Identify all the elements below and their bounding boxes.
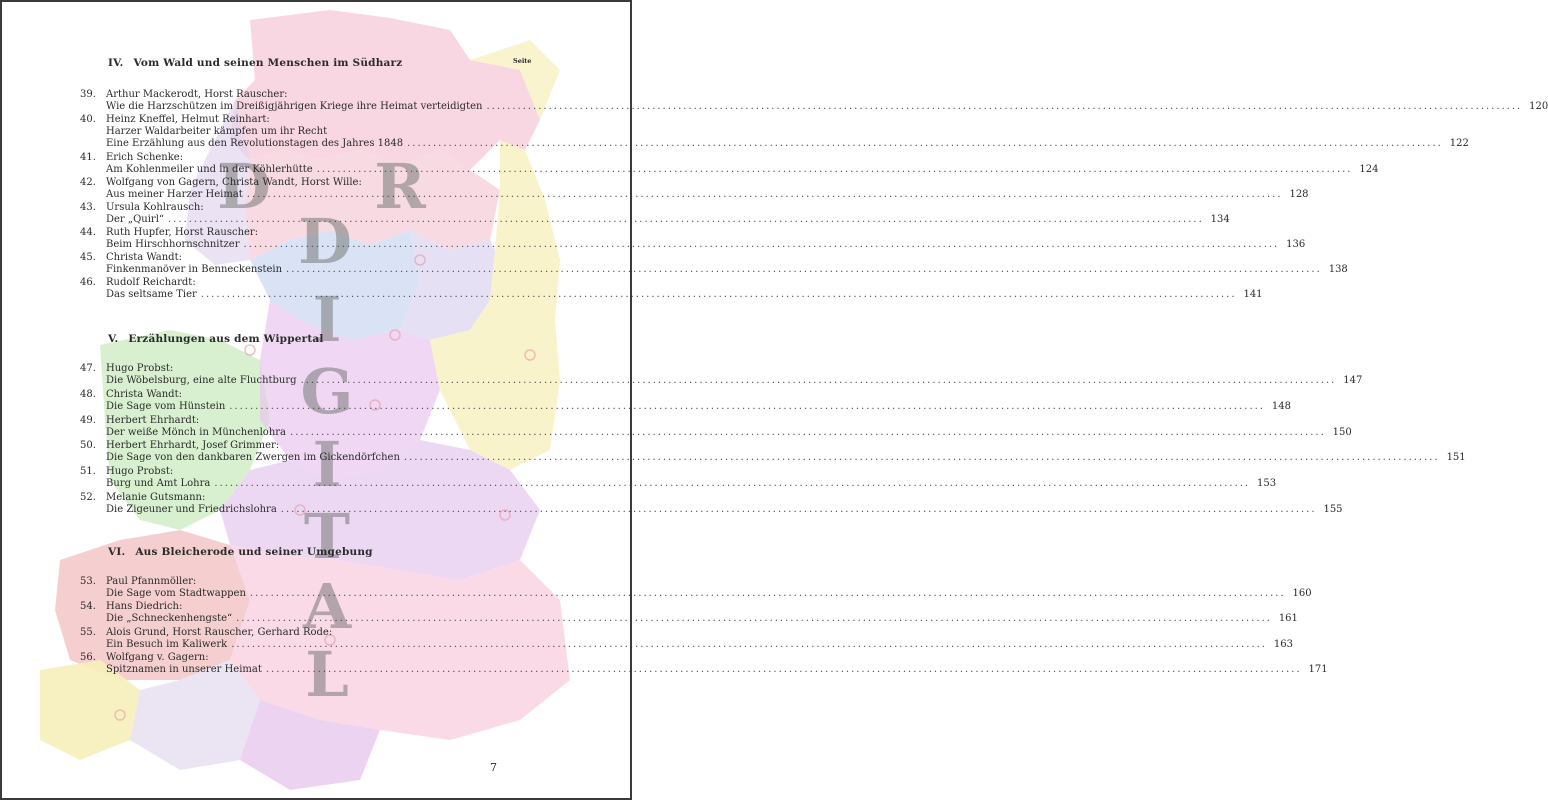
dot-leader: ........................................................................................................................................................................................................	[486, 101, 1523, 112]
dot-leader: ........................................................................................................................................................................................................	[286, 264, 1322, 275]
dot-leader: ........................................................................................................................................................................................................	[214, 478, 1251, 489]
watermark-letter: I	[312, 283, 342, 356]
entry-title: Die Zigeuner und Friedrichslohra	[106, 504, 277, 515]
dot-leader: ........................................................................................................................................................................................................	[316, 164, 1353, 175]
page-number: 7	[490, 761, 497, 774]
entry-number: 43.	[80, 202, 96, 213]
entry-title: Beim Hirschhornschnitzer	[106, 239, 240, 250]
entry-page-number: 147	[1343, 375, 1363, 386]
entry-page-number: 124	[1359, 164, 1379, 175]
entry-page-number: 136	[1286, 239, 1306, 250]
watermark-letter: R	[374, 150, 426, 223]
entry-number: 42.	[80, 177, 96, 188]
entry-title: Spitznamen in unserer Heimat	[106, 664, 262, 675]
entry-title: Aus meiner Harzer Heimat	[106, 189, 243, 200]
entry-page-number: 151	[1446, 452, 1466, 463]
entry-author: Arthur Mackerodt, Horst Rauscher:	[106, 89, 288, 100]
entry-page-number: 161	[1278, 613, 1298, 624]
entry-title: Der weiße Mönch in Münchenlohra	[106, 427, 287, 438]
dot-leader: ........................................................................................................................................................................................................	[280, 504, 1317, 515]
entry-title: Die Sage vom Hünstein	[106, 401, 226, 412]
page-column-label: Seite	[513, 57, 532, 65]
watermark-letter: I	[312, 428, 342, 501]
entry-number: 51.	[80, 466, 96, 477]
entry-number: 39.	[80, 89, 96, 100]
dot-leader: ........................................................................................................................................................................................................	[249, 588, 1286, 599]
entry-author: Alois Grund, Horst Rauscher, Gerhard Rode:	[106, 627, 333, 638]
entry-page-number: 155	[1323, 504, 1343, 515]
dot-leader: ........................................................................................................................................................................................................	[300, 375, 1337, 386]
watermark-letter: D	[298, 205, 352, 278]
entry-page-number: 150	[1332, 427, 1352, 438]
entry-number: 47.	[80, 363, 96, 374]
entry-title: Eine Erzählung aus den Revolutionstagen des Jahres 1848	[106, 138, 404, 149]
dot-leader: ........................................................................................................................................................................................................	[229, 401, 1266, 412]
entry-title: Der „Quirl“	[106, 214, 165, 225]
entry-title: Burg und Amt Lohra	[106, 478, 211, 489]
watermark-letter: A	[302, 570, 352, 643]
entry-title: Die Sage vom Stadtwappen	[106, 588, 246, 599]
entry-number: 52.	[80, 492, 96, 503]
entry-title: Das seltsame Tier	[106, 289, 197, 300]
dot-leader: ........................................................................................................................................................................................................	[236, 613, 1272, 624]
section-numeral: V.	[108, 333, 119, 345]
entry-author: Erich Schenke:	[106, 152, 184, 163]
entry-author: Wolfgang von Gagern, Christa Wandt, Horst Wille:	[106, 177, 362, 188]
entry-author: Christa Wandt:	[106, 252, 182, 263]
entry-number: 56.	[80, 652, 96, 663]
entry-page-number: 148	[1271, 401, 1292, 412]
entry-author: Hugo Probst:	[106, 363, 174, 374]
entry-number: 54.	[80, 601, 96, 612]
entry-number: 40.	[80, 114, 96, 125]
entry-number: 46.	[80, 277, 96, 288]
entry-page-number: 122	[1449, 138, 1469, 149]
section-title: Aus Bleicherode und seiner Umgebung	[135, 546, 373, 558]
entry-author: Heinz Kneffel, Helmut Reinhart:	[106, 114, 270, 125]
entry-number: 53.	[80, 576, 96, 587]
entry-author: Christa Wandt:	[106, 389, 182, 400]
dot-leader: ........................................................................................................................................................................................................	[168, 214, 1204, 225]
dot-leader: ........................................................................................................................................................................................................	[265, 664, 1302, 675]
entry-title: Wie die Harzschützen im Dreißigjährigen Kriege ihre Heimat verteidigten	[106, 101, 483, 112]
dot-leader: ........................................................................................................................................................................................................	[243, 239, 1280, 250]
entry-number: 44.	[80, 227, 96, 238]
entry-page-number: 171	[1308, 664, 1328, 675]
entry-author: Wolfgang v. Gagern:	[106, 652, 209, 663]
entry-page-number: 160	[1292, 588, 1312, 599]
entry-author: Ursula Kohlrausch:	[106, 202, 204, 213]
entry-author: Rudolf Reichardt:	[106, 277, 196, 288]
section-numeral: VI.	[108, 546, 126, 558]
entry-page-number: 134	[1210, 214, 1230, 225]
entry-number: 41.	[80, 152, 96, 163]
dot-leader: ........................................................................................................................................................................................................	[403, 452, 1440, 463]
page-border	[0, 0, 632, 800]
dot-leader: ........................................................................................................................................................................................................	[407, 138, 1443, 149]
watermark-letter: D	[217, 150, 271, 223]
entry-page-number: 163	[1273, 639, 1293, 650]
entry-title: Ein Besuch im Kaliwerk	[106, 639, 228, 650]
entry-author: Hugo Probst:	[106, 466, 174, 477]
watermark-letter: T	[303, 500, 351, 573]
entry-author: Herbert Ehrhardt, Josef Grimmer:	[106, 440, 280, 451]
entry-author: Herbert Ehrhardt:	[106, 415, 200, 426]
entry-title: Die Sage von den dankbaren Zwergen im Gickendörfchen	[106, 452, 400, 463]
section-title: Vom Wald und seinen Menschen im Südharz	[133, 57, 403, 69]
dot-leader: ........................................................................................................................................................................................................	[200, 289, 1237, 300]
entry-title: Die Wöbelsburg, eine alte Fluchtburg	[106, 375, 297, 386]
section-title: Erzählungen aus dem Wippertal	[128, 333, 324, 345]
entry-page-number: 120	[1529, 101, 1548, 112]
entry-page-number: 141	[1243, 289, 1263, 300]
entry-number: 45.	[80, 252, 96, 263]
entry-title: Am Kohlenmeiler und in der Köhlerhütte	[106, 164, 313, 175]
dot-leader: ........................................................................................................................................................................................................	[231, 639, 1267, 650]
entry-author: Hans Diedrich:	[106, 601, 183, 612]
dot-leader: ........................................................................................................................................................................................................	[290, 427, 1326, 438]
watermark-letter: G	[300, 355, 354, 428]
entry-title: Finkenmanöver in Benneckenstein	[106, 264, 283, 275]
entry-page-number: 128	[1289, 189, 1309, 200]
entry-author: Ruth Hupfer, Horst Rauscher:	[106, 227, 259, 238]
entry-number: 48.	[80, 389, 96, 400]
dot-leader: ........................................................................................................................................................................................................	[246, 189, 1283, 200]
entry-author: Melanie Gutsmann:	[106, 492, 206, 503]
entry-title: Harzer Waldarbeiter kämpfen um ihr Recht	[106, 126, 328, 137]
entry-number: 50.	[80, 440, 96, 451]
entry-number: 55.	[80, 627, 96, 638]
entry-page-number: 138	[1328, 264, 1348, 275]
entry-page-number: 153	[1257, 478, 1277, 489]
section-numeral: IV.	[108, 57, 124, 69]
entry-number: 49.	[80, 415, 96, 426]
entry-author: Paul Pfannmöller:	[106, 576, 197, 587]
entry-title: Die „Schneckenhengste“	[106, 613, 233, 624]
watermark-letter: L	[305, 638, 349, 711]
